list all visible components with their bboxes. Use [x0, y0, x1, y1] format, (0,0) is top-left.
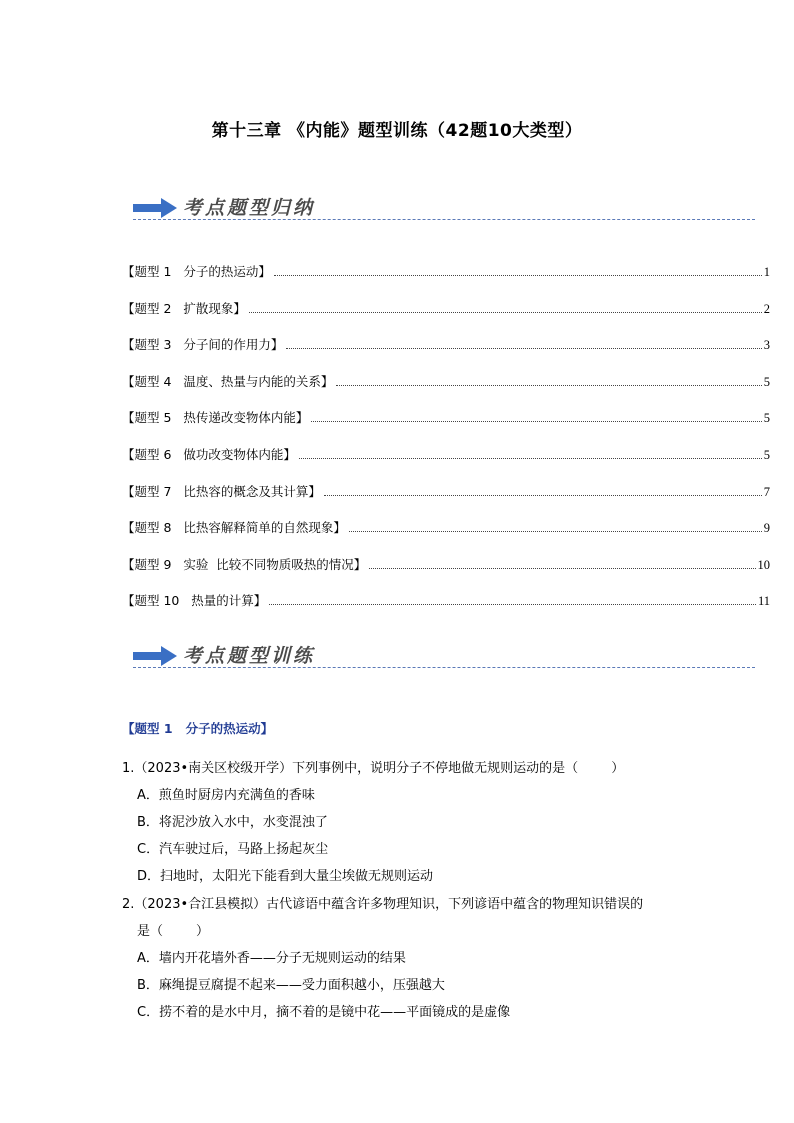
- toc-entry[interactable]: [122, 299, 770, 336]
- toc-entry-label: 【题型 10 热量的计算】: [122, 593, 267, 609]
- question-1-stem: 1.（2023•南关区校级开学）下列事例中，说明分子不停地做无规则运动的是（ ）: [122, 761, 625, 776]
- toc-leader-dots: [269, 603, 756, 605]
- question-2-stem-cont: 是（ ）: [137, 924, 210, 939]
- toc-page-number: 2: [763, 301, 770, 316]
- dashed-divider: [133, 667, 755, 668]
- section-title: 考点题型归纳: [183, 197, 316, 219]
- toc-entry-label: 【题型 2 扩散现象】: [122, 300, 246, 316]
- toc-leader-dots: [274, 274, 762, 276]
- question-1-option-b: B．将泥沙放入水中，水变混浊了: [137, 815, 328, 830]
- toc-entry[interactable]: [122, 591, 770, 628]
- toc-entry-label: 【题型 5 热传递改变物体内能】: [122, 410, 309, 426]
- toc-leader-dots: [299, 457, 762, 459]
- toc-leader-dots: [349, 530, 762, 532]
- dashed-divider: [133, 219, 755, 220]
- question-2-option-c: C．捞不着的是水中月，摘不着的是镜中花——平面镜成的是虚像: [137, 1005, 511, 1020]
- arrow-icon: [133, 645, 177, 667]
- toc-page-number: 5: [763, 447, 770, 462]
- toc-page-number: 11: [757, 594, 770, 609]
- question-2-option-a: A．墙内开花墙外香——分子无规则运动的结果: [137, 951, 406, 966]
- page-title: 第十三章 《内能》题型训练（42题10大类型）: [211, 121, 583, 141]
- toc-entry-label: 【题型 8 比热容解释简单的自然现象】: [122, 520, 346, 536]
- arrow-icon: [133, 197, 177, 219]
- toc-entry[interactable]: [122, 518, 770, 555]
- toc-page-number: 10: [757, 557, 770, 572]
- section-banner-practice: [133, 641, 763, 669]
- section-title: 考点题型训练: [183, 645, 316, 667]
- section-banner-summary: [133, 193, 763, 221]
- toc-page-number: 5: [763, 374, 770, 389]
- toc-entry[interactable]: [122, 445, 770, 482]
- toc-entry[interactable]: [122, 372, 770, 409]
- question-type-heading: 【题型 1 分子的热运动】: [122, 721, 274, 736]
- toc-entry[interactable]: [122, 555, 770, 592]
- toc-entry-label: 【题型 1 分子的热运动】: [122, 264, 271, 279]
- toc-leader-dots: [311, 420, 761, 422]
- toc-leader-dots: [249, 311, 762, 313]
- toc-entry[interactable]: [122, 262, 770, 299]
- table-of-contents: [122, 262, 770, 628]
- toc-leader-dots: [324, 494, 762, 496]
- toc-page-number: 1: [763, 265, 770, 279]
- question-1-option-d: D．扫地时，太阳光下能看到大量尘埃做无规则运动: [137, 869, 434, 884]
- toc-entry-label: 【题型 4 温度、热量与内能的关系】: [122, 373, 334, 389]
- toc-leader-dots: [286, 347, 761, 349]
- toc-entry[interactable]: [122, 408, 770, 445]
- toc-page-number: 3: [763, 338, 770, 353]
- toc-entry[interactable]: [122, 335, 770, 372]
- toc-entry[interactable]: [122, 482, 770, 519]
- toc-entry-label: 【题型 6 做功改变物体内能】: [122, 446, 296, 462]
- toc-leader-dots: [369, 567, 755, 569]
- toc-page-number: 7: [763, 484, 770, 499]
- question-1-option-c: C．汽车驶过后，马路上扬起灰尘: [137, 842, 329, 857]
- toc-entry-label: 【题型 9 实验 比较不同物质吸热的情况】: [122, 556, 367, 572]
- question-2-option-b: B．麻绳提豆腐提不起来——受力面积越小，压强越大: [137, 978, 445, 993]
- toc-page-number: 5: [763, 411, 770, 426]
- toc-page-number: 9: [763, 521, 770, 536]
- question-2-stem: 2.（2023•合江县模拟）古代谚语中蕴含许多物理知识，下列谚语中蕴含的物理知识错误的: [122, 897, 644, 912]
- toc-entry-label: 【题型 7 比热容的概念及其计算】: [122, 483, 321, 499]
- question-1-option-a: A．煎鱼时厨房内充满鱼的香味: [137, 788, 315, 803]
- toc-leader-dots: [336, 384, 761, 386]
- toc-entry-label: 【题型 3 分子间的作用力】: [122, 337, 284, 353]
